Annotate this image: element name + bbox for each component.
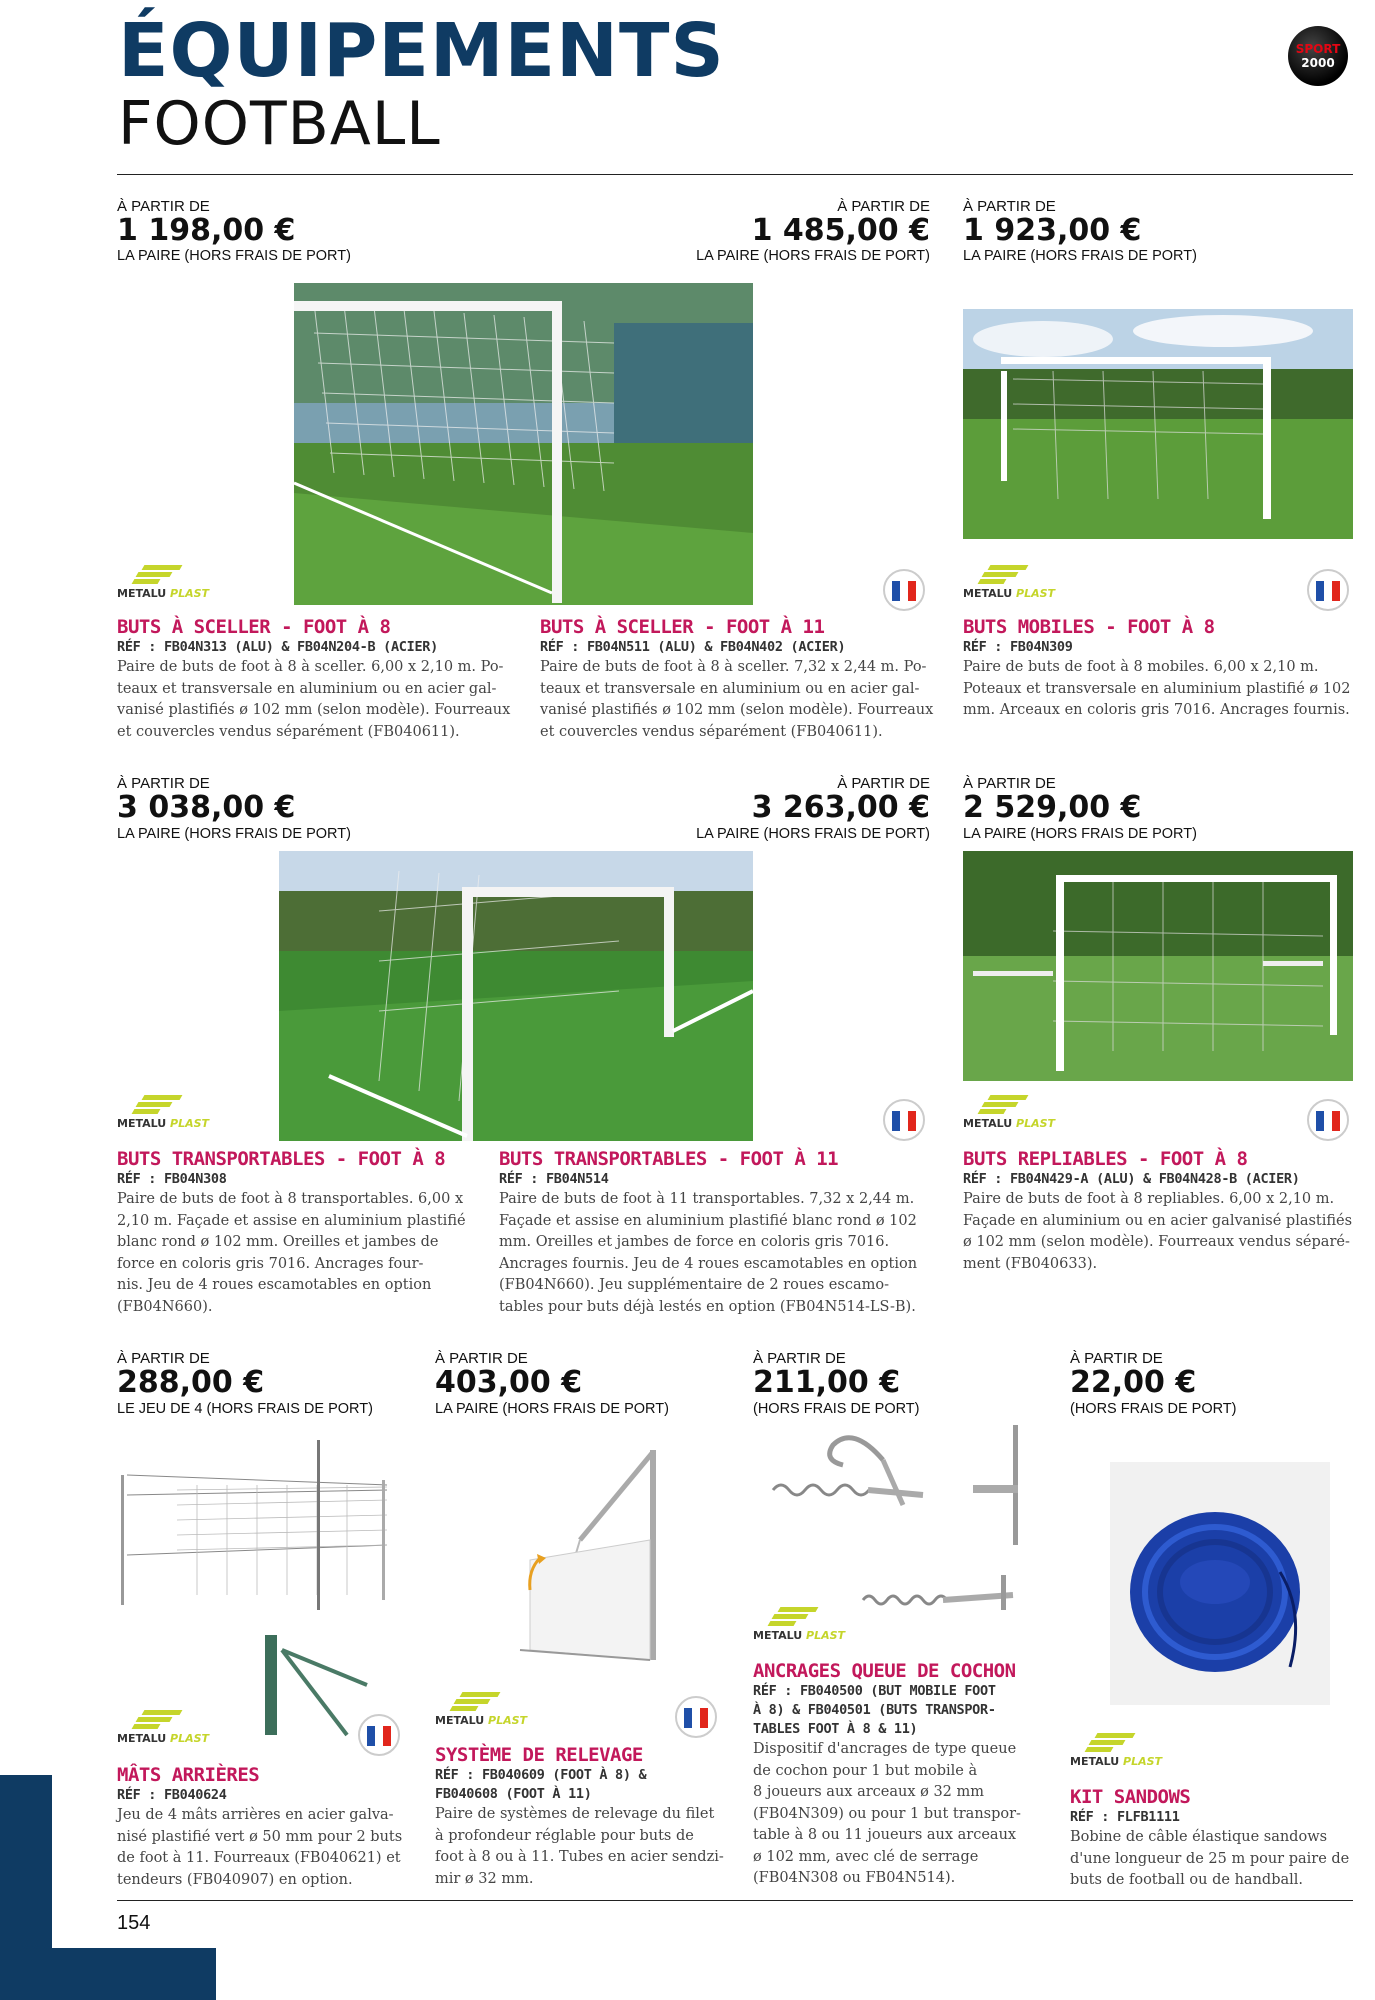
header-rule (117, 174, 1353, 175)
product-block (963, 616, 1363, 722)
product-ref: FB040608 (FOOT À 11) (435, 1786, 592, 1802)
made-in-france-flag-icon (675, 1696, 717, 1738)
product-desc-line: (FB04N308 ou FB04N514). (753, 1870, 956, 1886)
made-in-france-flag-icon (883, 1099, 925, 1141)
product-desc-line: de cochon pour 1 but mobile à (753, 1762, 978, 1779)
product-title: BUTS À SCELLER - FOOT À 8 (117, 616, 391, 638)
product-desc-line: d'une longueur de 25 m pour paire de (1070, 1850, 1350, 1867)
price-note: LA PAIRE (HORS FRAIS DE PORT) (117, 826, 351, 842)
product-ref: RÉF : FB04N308 (117, 1171, 227, 1187)
product-desc-line: Paire de buts de foot à 8 transportables. 6,00 x (117, 1191, 464, 1207)
product-desc-line: tendeurs (FB040907) en option. (117, 1871, 353, 1888)
a-partir-label: À PARTIR DE (837, 198, 930, 215)
metalu-plast-logo (963, 1095, 1056, 1135)
metalu-text: METALU (1070, 1755, 1120, 1768)
product-title: BUTS TRANSPORTABLES - FOOT À 8 (117, 1148, 446, 1170)
product-ref: RÉF : FB04N511 (ALU) & FB04N402 (ACIER) (540, 639, 846, 655)
product-block (540, 616, 940, 743)
price: 3 263,00 € (751, 790, 930, 825)
product-block (117, 616, 517, 743)
plast-text: PLAST (806, 1629, 846, 1642)
product-desc-line: nisé plastifié vert ø 50 mm pour 2 buts (117, 1828, 403, 1845)
product-desc-line: force en coloris gris 7016. Ancrages four- (117, 1255, 424, 1272)
product-block (499, 1148, 939, 1318)
price: 288,00 € (117, 1365, 265, 1400)
product-desc-line: mm. Arceaux en coloris gris 7016. Ancrages fournis. (963, 702, 1350, 718)
product-desc-line: mir ø 32 mm. (435, 1870, 534, 1887)
product-block (963, 1148, 1363, 1275)
product-desc-line: Paire de buts de foot à 8 repliables. 6,00 x 2,10 m. (963, 1191, 1335, 1207)
product-title: SYSTÈME DE RELEVAGE (435, 1744, 643, 1766)
product-desc-line: (FB04N660). (117, 1298, 213, 1315)
price-note: LA PAIRE (HORS FRAIS DE PORT) (963, 826, 1197, 842)
metalu-text: METALU (117, 1117, 167, 1130)
product-desc-line: 2,10 m. Façade et assise en aluminium plastifié (117, 1212, 466, 1229)
product-ref: RÉF : FB04N313 (ALU) & FB04N204-B (ACIER) (117, 639, 438, 655)
made-in-france-flag-icon (1307, 1099, 1349, 1141)
product-ref: RÉF : FB040500 (BUT MOBILE FOOT (753, 1683, 996, 1699)
product-image-ancrages (753, 1425, 1043, 1630)
a-partir-label: À PARTIR DE (435, 1350, 528, 1367)
plast-text: PLAST (170, 1732, 210, 1745)
product-desc-line: (FB04N660). Jeu supplémentaire de 2 roues escamo- (499, 1277, 889, 1293)
product-desc-line: teaux et transversale en aluminium ou en acier gal- (117, 680, 497, 697)
page-subtitle: FOOTBALL (118, 89, 441, 159)
product-desc-line: ø 102 mm (selon modèle). Fourreaux vendus séparé- (963, 1234, 1350, 1250)
price: 403,00 € (435, 1365, 583, 1400)
product-block (435, 1744, 735, 1890)
plast-text: PLAST (1123, 1755, 1163, 1768)
price: 1 198,00 € (117, 213, 296, 248)
product-desc-line: nis. Jeu de 4 roues escamotables en option (117, 1277, 432, 1293)
brand-bottom: 2000 (1301, 56, 1335, 70)
a-partir-label: À PARTIR DE (837, 775, 930, 792)
product-image-kit-sandows (1110, 1462, 1330, 1705)
a-partir-label: À PARTIR DE (117, 1350, 210, 1367)
a-partir-label: À PARTIR DE (1070, 1350, 1163, 1367)
sport2000-logo (1288, 26, 1348, 86)
metalu-text: METALU (753, 1629, 803, 1642)
product-title: BUTS À SCELLER - FOOT À 11 (540, 616, 825, 638)
product-block (1070, 1786, 1360, 1892)
footer-decoration (0, 1775, 52, 2000)
product-desc-line: 8 joueurs aux arceaux ø 32 mm (753, 1784, 985, 1800)
price-note: (HORS FRAIS DE PORT) (1070, 1401, 1237, 1417)
a-partir-label: À PARTIR DE (963, 775, 1056, 792)
product-desc-line: Paire de systèmes de relevage du filet (435, 1806, 715, 1822)
product-ref: À 8) & FB040501 (BUTS TRANSPOR- (753, 1702, 996, 1718)
product-desc-line: (FB04N309) ou pour 1 but transpor- (753, 1805, 1021, 1822)
product-desc-line: de foot à 11. Fourreaux (FB040621) et (117, 1850, 401, 1866)
product-desc-line: foot à 8 ou à 11. Tubes en acier sendzi- (435, 1849, 724, 1865)
a-partir-label: À PARTIR DE (963, 198, 1056, 215)
product-image-mats-arrieres (117, 1435, 407, 1740)
metalu-plast-logo (117, 1710, 210, 1750)
product-ref: TABLES FOOT À 8 & 11) (753, 1721, 918, 1737)
product-desc-line: teaux et transversale en aluminium ou en acier gal- (540, 680, 920, 697)
product-ref: RÉF : FLFB1111 (1070, 1809, 1180, 1825)
product-desc-line: tables pour buts déjà lestés en option (FB04N514-LS-B). (499, 1298, 916, 1315)
metalu-plast-logo (963, 565, 1056, 605)
price: 22,00 € (1070, 1365, 1197, 1400)
product-desc-line: à profondeur réglable pour buts de (435, 1827, 694, 1844)
price-note: LA PAIRE (HORS FRAIS DE PORT) (435, 1401, 669, 1417)
price: 211,00 € (753, 1365, 901, 1400)
plast-text: PLAST (1016, 587, 1056, 600)
product-block (753, 1660, 1053, 1890)
plast-text: PLAST (488, 1714, 528, 1727)
metalu-text: METALU (963, 587, 1013, 600)
product-image-systeme-relevage (510, 1440, 670, 1665)
product-desc-line: mm. Oreilles et jambes de force en coloris gris 7016. (499, 1234, 890, 1250)
product-title: KIT SANDOWS (1070, 1786, 1191, 1808)
product-desc-line: Ancrages fournis. Jeu de 4 roues escamotables en option (499, 1255, 918, 1272)
product-desc-line: Poteaux et transversale en aluminium plastifié ø 102 (963, 680, 1351, 697)
product-ref: RÉF : FB04N309 (963, 639, 1073, 655)
footer-decoration (52, 1948, 216, 2000)
product-title: BUTS MOBILES - FOOT À 8 (963, 616, 1215, 638)
product-desc-line: Jeu de 4 mâts arrières en acier galva- (117, 1807, 394, 1823)
plast-text: PLAST (170, 1117, 210, 1130)
product-image-buts-mobiles (963, 309, 1353, 539)
metalu-plast-logo (435, 1692, 528, 1732)
made-in-france-flag-icon (1307, 569, 1349, 611)
metalu-text: METALU (117, 1732, 167, 1745)
metalu-text: METALU (435, 1714, 485, 1727)
product-image-buts-sceller (294, 283, 753, 605)
plast-text: PLAST (1016, 1117, 1056, 1130)
price-note: LA PAIRE (HORS FRAIS DE PORT) (696, 826, 930, 842)
price-note: LA PAIRE (HORS FRAIS DE PORT) (963, 248, 1197, 264)
product-title: ANCRAGES QUEUE DE COCHON (753, 1660, 1016, 1682)
product-desc-line: Paire de buts de foot à 11 transportables. 7,32 x 2,44 m. (499, 1191, 915, 1207)
footer-rule (117, 1900, 1353, 1901)
product-desc-line: et couvercles vendus séparément (FB040611). (117, 723, 460, 740)
brand-top: SPORT (1295, 42, 1341, 56)
product-desc-line: Paire de buts de foot à 8 à sceller. 7,32 x 2,44 m. Po- (540, 659, 927, 675)
product-desc-line: Façade en aluminium ou en acier galvanisé plastifiés (963, 1212, 1353, 1229)
product-ref: RÉF : FB04N514 (499, 1171, 609, 1187)
a-partir-label: À PARTIR DE (753, 1350, 846, 1367)
metalu-plast-logo (117, 1095, 210, 1135)
price: 1 485,00 € (751, 213, 930, 248)
product-desc-line: Bobine de câble élastique sandows (1070, 1829, 1328, 1845)
product-desc-line: et couvercles vendus séparément (FB040611). (540, 723, 883, 740)
metalu-plast-logo (753, 1607, 846, 1647)
product-desc-line: Dispositif d'ancrages de type queue (753, 1741, 1017, 1757)
metalu-plast-logo (117, 565, 210, 605)
product-desc-line: ø 102 mm, avec clé de serrage (753, 1848, 979, 1865)
product-ref: RÉF : FB040609 (FOOT À 8) & (435, 1767, 647, 1783)
product-title: MÂTS ARRIÈRES (117, 1764, 260, 1786)
product-title: BUTS TRANSPORTABLES - FOOT À 11 (499, 1148, 839, 1170)
product-ref: RÉF : FB040624 (117, 1787, 227, 1803)
a-partir-label: À PARTIR DE (117, 775, 210, 792)
product-desc-line: buts de football ou de handball. (1070, 1872, 1303, 1888)
price-note: LA PAIRE (HORS FRAIS DE PORT) (696, 248, 930, 264)
metalu-text: METALU (117, 587, 167, 600)
product-desc-line: vanisé plastifiés ø 102 mm (selon modèle). Fourreaux (540, 702, 934, 718)
page-number: 154 (117, 1912, 151, 1934)
product-desc-line: blanc rond ø 102 mm. Oreilles et jambes de (117, 1234, 439, 1250)
product-block (117, 1764, 427, 1891)
made-in-france-flag-icon (358, 1714, 400, 1756)
product-desc-line: ment (FB040633). (963, 1255, 1098, 1272)
product-desc-line: vanisé plastifiés ø 102 mm (selon modèle). Fourreaux (117, 702, 511, 718)
product-desc-line: Paire de buts de foot à 8 mobiles. 6,00 x 2,10 m. (963, 659, 1319, 675)
price-note: (HORS FRAIS DE PORT) (753, 1401, 920, 1417)
plast-text: PLAST (170, 587, 210, 600)
metalu-plast-logo (1070, 1733, 1163, 1773)
product-image-buts-repliables (963, 851, 1353, 1081)
product-desc-line: Façade et assise en aluminium plastifié blanc rond ø 102 (499, 1212, 917, 1229)
product-desc-line: table à 8 ou 11 joueurs aux arceaux (753, 1827, 1017, 1843)
product-title: BUTS REPLIABLES - FOOT À 8 (963, 1148, 1248, 1170)
product-block (117, 1148, 487, 1318)
page-title: ÉQUIPEMENTS (118, 8, 725, 94)
product-ref: RÉF : FB04N429-A (ALU) & FB04N428-B (ACIER) (963, 1171, 1300, 1187)
product-image-buts-transportables (279, 851, 753, 1141)
price: 2 529,00 € (963, 790, 1142, 825)
a-partir-label: À PARTIR DE (117, 198, 210, 215)
price: 3 038,00 € (117, 790, 296, 825)
made-in-france-flag-icon (883, 569, 925, 611)
price-note: LE JEU DE 4 (HORS FRAIS DE PORT) (117, 1401, 373, 1417)
product-desc-line: Paire de buts de foot à 8 à sceller. 6,00 x 2,10 m. Po- (117, 659, 504, 675)
metalu-text: METALU (963, 1117, 1013, 1130)
price-note: LA PAIRE (HORS FRAIS DE PORT) (117, 248, 351, 264)
price: 1 923,00 € (963, 213, 1142, 248)
